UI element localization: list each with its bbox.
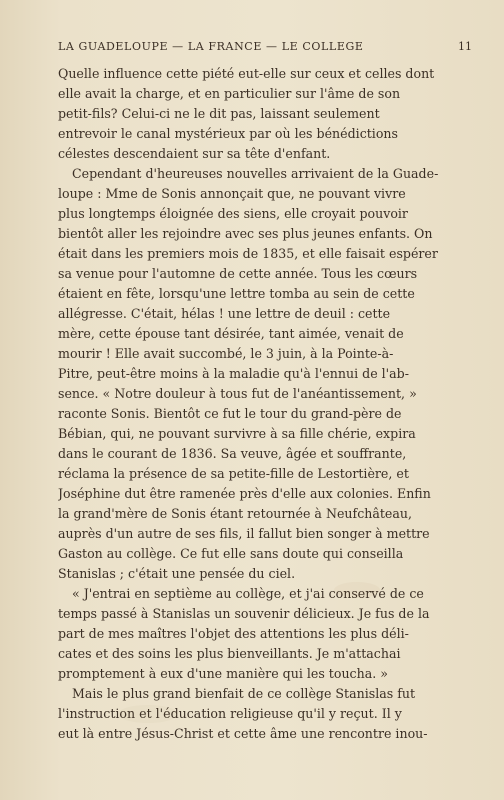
text-line: part de mes maîtres l'objet des attentions les plus déli- (58, 626, 409, 641)
text-line: dans le courant de 1836. Sa veuve, âgée et souffrante, (58, 446, 407, 461)
text-line: mourir ! Elle avait succombé, le 3 juin, à la Pointe-à- (58, 346, 394, 361)
text-line: Bébian, qui, ne pouvant survivre à sa fille chérie, expira (58, 426, 416, 441)
text-line: allégresse. C'était, hélas ! une lettre de deuil : cette (58, 306, 391, 321)
text-line: sa venue pour l'automne de cette année. Tous les cœurs (58, 266, 418, 281)
text-line: raconte Sonis. Bientôt ce fut le tour du grand-père de (58, 406, 402, 421)
running-title: LA GUADELOUPE — LA FRANCE — LE COLLEGE (58, 40, 364, 53)
text-line: Quelle influence cette piété eut-elle sur ceux et celles dont (58, 66, 435, 81)
page-number: 11 (458, 40, 472, 53)
text-line: Stanislas ; c'était une pensée du ciel. (58, 566, 296, 581)
text-line: petit-fils? Celui-ci ne le dit pas, laissant seulement (58, 106, 380, 121)
text-line: Pitre, peut-être moins à la maladie qu'à l'ennui de l'ab- (58, 366, 409, 381)
text-line: promptement à eux d'une manière qui les toucha. » (58, 666, 388, 681)
text-line: était dans les premiers mois de 1835, et elle faisait espérer (58, 246, 438, 261)
text-line: Joséphine dut être ramenée près d'elle aux colonies. Enfin (58, 486, 431, 501)
text-line: bientôt aller les rejoindre avec ses plus jeunes enfants. On (58, 226, 433, 241)
text-line: loupe : Mme de Sonis annonçait que, ne pouvant vivre (58, 186, 406, 201)
text-line: entrevoir le canal mystérieux par où les bénédictions (58, 126, 398, 141)
text-line: Gaston au collège. Ce fut elle sans doute qui conseilla (58, 546, 404, 561)
paragraph-start-line: Cependant d'heureuses nouvelles arrivaient de la Guade- (72, 166, 439, 181)
text-line: eut là entre Jésus-Christ et cette âme une rencontre inou- (58, 726, 428, 741)
text-line: temps passé à Stanislas un souvenir délicieux. Je fus de la (58, 606, 430, 621)
text-line: l'instruction et l'éducation religieuse qu'il y reçut. Il y (58, 706, 402, 721)
text-line: auprès d'un autre de ses fils, il fallut bien songer à mettre (58, 526, 430, 541)
paragraph-start-line: « J'entrai en septième au collège, et j'ai conservé de ce (72, 586, 424, 601)
text-line: cates et des soins les plus bienveillants. Je m'attachai (58, 646, 401, 661)
text-line: plus longtemps éloignée des siens, elle croyait pouvoir (58, 206, 408, 221)
text-line: réclama la présence de sa petite-fille de Lestortière, et (58, 466, 409, 481)
text-line: elle avait la charge, et en particulier sur l'âme de son (58, 86, 401, 101)
text-line: célestes descendaient sur sa tête d'enfant. (58, 146, 331, 161)
text-line: mère, cette épouse tant désirée, tant aimée, venait de (58, 326, 404, 341)
paragraph-start-line: Mais le plus grand bienfait de ce collège Stanislas fut (72, 686, 416, 701)
text-line: sence. « Notre douleur à tous fut de l'anéantissement, » (58, 386, 417, 401)
text-line: la grand'mère de Sonis étant retournée à Neufchâteau, (58, 506, 412, 521)
text-line: étaient en fête, lorsqu'une lettre tomba au sein de cette (58, 286, 415, 301)
